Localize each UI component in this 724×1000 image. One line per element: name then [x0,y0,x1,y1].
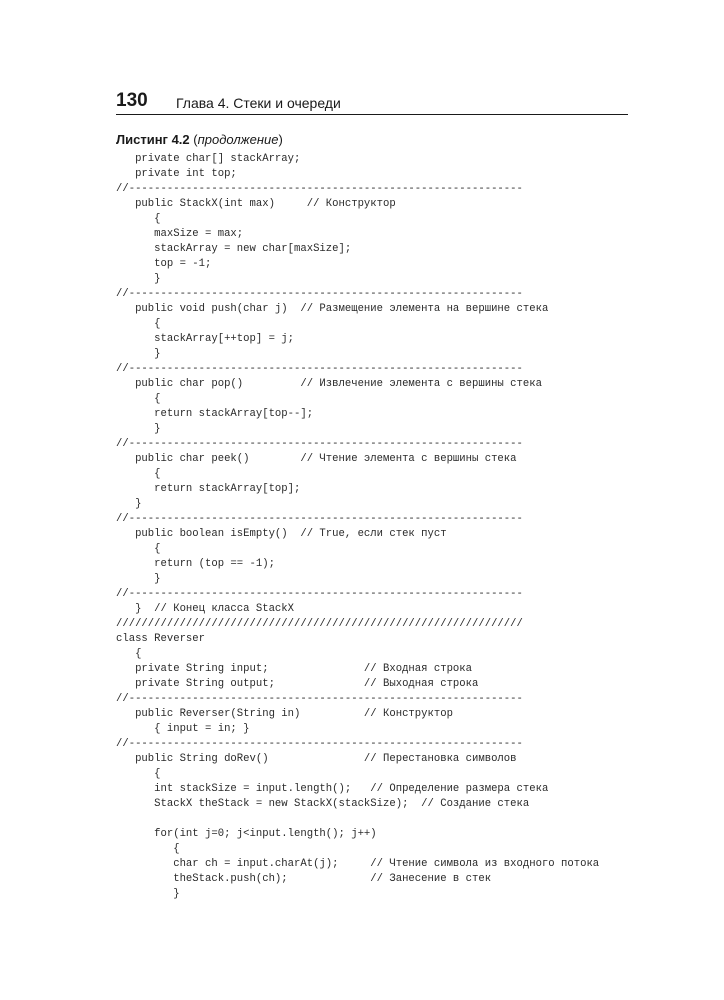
code-line: //-------------------------------------------------------------- [116,588,523,600]
code-line: } [116,498,142,510]
code-line: } [116,573,161,585]
code-line: return stackArray[top]; [116,483,301,495]
code-line: } [116,888,180,900]
code-line: { [116,543,161,555]
page-header [116,90,628,115]
code-line: } [116,423,161,435]
code-line: StackX theStack = new StackX(stackSize); // Создание стека [116,798,530,810]
code-line: { [116,318,161,330]
code-line: public boolean isEmpty() // True, если стек пуст [116,528,447,540]
code-line: public char pop() // Извлечение элемента с вершины стека [116,378,542,390]
listing-caption [116,131,283,149]
code-line: theStack.push(ch); // Занесение в стек [116,873,492,885]
code-line: } [116,273,161,285]
code-line: //-------------------------------------------------------------- [116,363,523,375]
code-line: { [116,468,161,480]
listing-caption-continuation: продолжение [197,132,279,147]
code-listing [116,152,676,902]
code-line: char ch = input.charAt(j); // Чтение символа из входного потока [116,858,600,870]
code-line: int stackSize = input.length(); // Определение размера стека [116,783,549,795]
code-line: return (top == -1); [116,558,275,570]
code-line [116,812,676,827]
code-line: } // Конец класса StackX [116,603,295,615]
code-line: public void push(char j) // Размещение элемента на вершине стека [116,303,549,315]
code-line: stackArray = new char[maxSize]; [116,243,352,255]
code-line: private char[] stackArray; [116,153,301,165]
code-line: maxSize = max; [116,228,244,240]
code-line: public Reverser(String in) // Конструктор [116,708,453,720]
code-line: //-------------------------------------------------------------- [116,513,523,525]
listing-caption-number: Листинг 4.2 [116,132,190,147]
page-number: 130 [116,90,148,111]
code-line: //-------------------------------------------------------------- [116,438,523,450]
code-line: { [116,768,161,780]
code-line: public String doRev() // Перестановка символов [116,753,517,765]
code-line: } [116,348,161,360]
listing-caption-open-paren: ( [189,132,198,147]
code-line: //-------------------------------------------------------------- [116,183,523,195]
code-line: { [116,843,180,855]
code-line: top = -1; [116,258,212,270]
code-line: //-------------------------------------------------------------- [116,738,523,750]
code-line: stackArray[++top] = j; [116,333,295,345]
code-line: { [116,213,161,225]
code-line: { [116,393,161,405]
code-line: private String input; // Входная строка [116,663,473,675]
code-line: class Reverser [116,633,206,645]
code-line: { [116,648,142,660]
code-line: public StackX(int max) // Конструктор [116,198,396,210]
code-line: //////////////////////////////////////////////////////////////// [116,618,523,630]
code-line: for(int j=0; j<input.length(); j++) [116,828,377,840]
code-line: private String output; // Выходная строка [116,678,479,690]
code-line: private int top; [116,168,237,180]
listing-caption-close-paren: ) [278,132,283,147]
chapter-title: Глава 4. Стеки и очереди [176,95,341,111]
code-line: { input = in; } [116,723,250,735]
code-line: //-------------------------------------------------------------- [116,288,523,300]
code-line: public char peek() // Чтение элемента с вершины стека [116,453,517,465]
code-line: //-------------------------------------------------------------- [116,693,523,705]
code-line: return stackArray[top--]; [116,408,314,420]
